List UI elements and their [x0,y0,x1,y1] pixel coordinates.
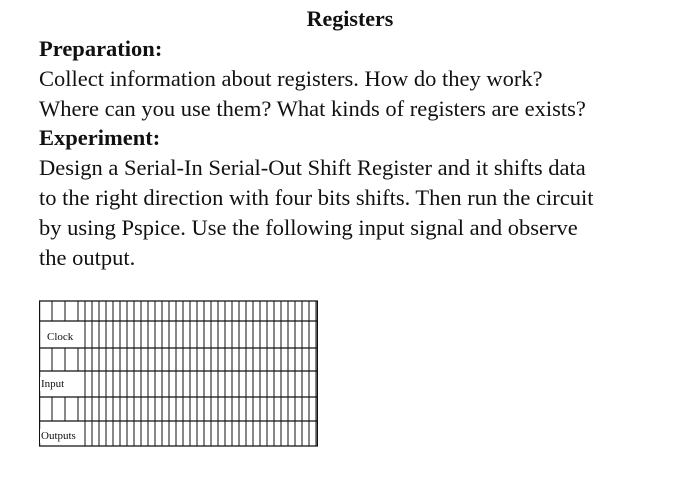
outputs-row-label: Outputs [41,430,76,442]
preparation-line: Collect information about registers. How do they work? [39,66,543,91]
preparation-text [39,64,679,124]
experiment-line: the output. [39,245,136,270]
clock-row-label: Clock [47,331,74,343]
preparation-heading: Preparation: [39,36,163,61]
preparation-line: Where can you use them? What kinds of registers are exists? [39,96,586,121]
timing-diagram-grid [39,300,318,448]
experiment-line: to the right direction with four bits shifts. Then run the circuit [39,185,594,210]
document-title: Registers [306,6,394,31]
experiment-line: by using Pspice. Use the following input signal and observe [39,215,578,240]
experiment-text [39,153,679,273]
grid-lines [39,300,318,448]
experiment-heading: Experiment: [39,125,161,150]
experiment-line: Design a Serial-In Serial-Out Shift Register and it shifts data [39,155,586,180]
input-row-label: Input [41,378,65,390]
